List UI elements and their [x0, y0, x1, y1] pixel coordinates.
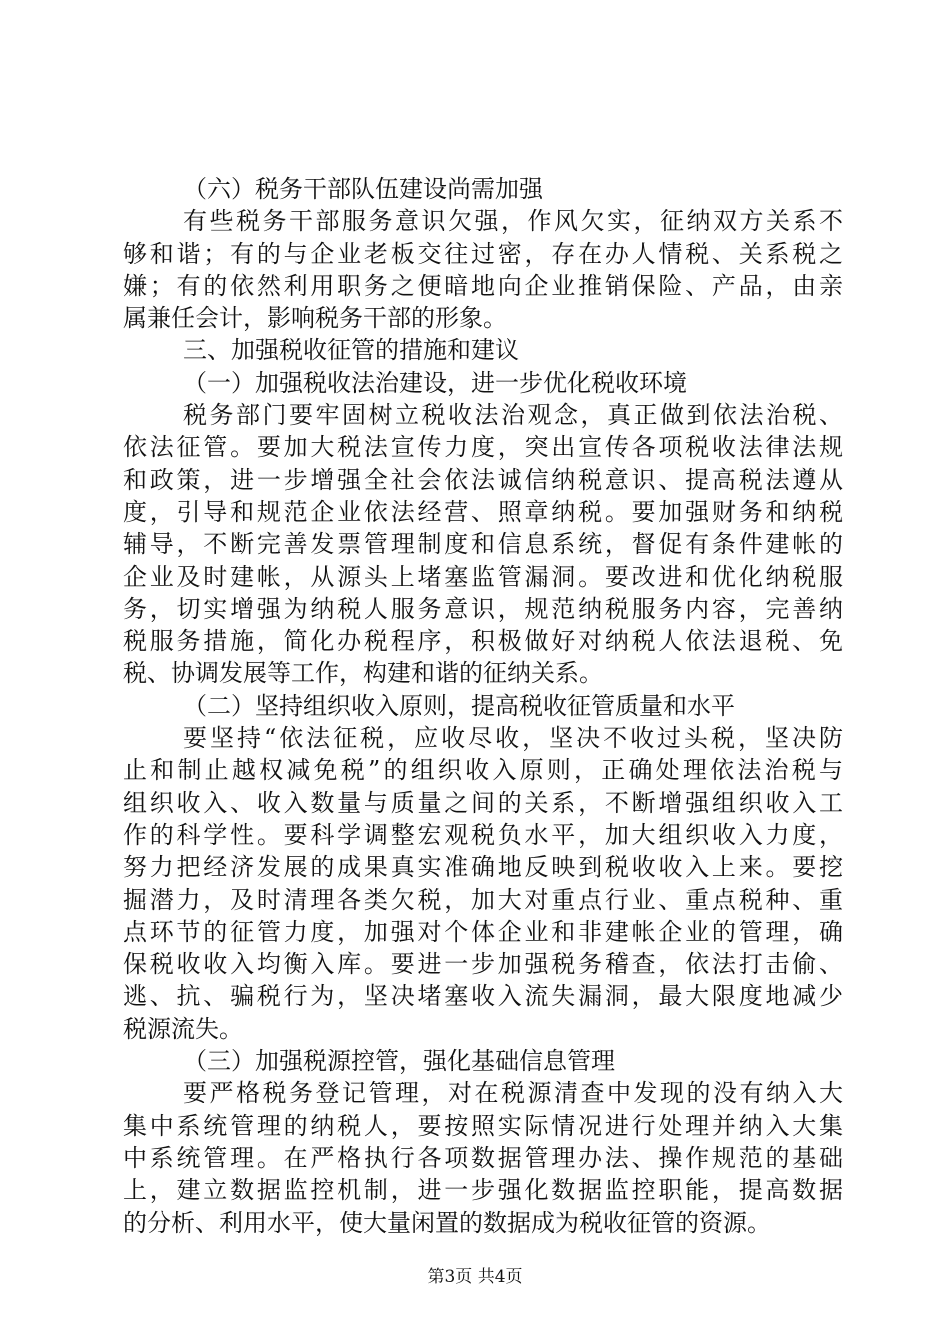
text-line: 税源流失。 [123, 1014, 243, 1043]
text-line: 点环节的征管力度，加强对个体企业和非建帐企业的管理，确 [123, 917, 843, 946]
text-line: 三、加强税收征管的措施和建议 [183, 336, 519, 365]
text-line: 中系统管理。在严格执行各项数据管理办法、操作规范的基础 [123, 1143, 843, 1172]
text-line: （六）税务干部队伍建设尚需加强 [183, 175, 543, 203]
text-line: 度，引导和规范企业依法经营、照章纳税。要加强财务和纳税 [123, 497, 843, 526]
text-line: 要坚持“依法征税，应收尽收，坚决不收过头税，坚决防 [183, 724, 843, 753]
text-line: 务，切实增强为纳税人服务意识，规范纳税服务内容，完善纳 [123, 594, 843, 623]
text-line: 够和谐；有的与企业老板交往过密，存在办人情税、关系税之 [123, 239, 843, 268]
text-line: 有些税务干部服务意识欠强，作风欠实，征纳双方关系不 [183, 207, 843, 236]
text-line: 属兼任会计，影响税务干部的形象。 [123, 304, 507, 333]
page-number-label: 第3页 共4页 [427, 1267, 523, 1287]
text-line: 企业及时建帐，从源头上堵塞监管漏洞。要改进和优化纳税服 [123, 562, 843, 591]
text-line: （三）加强税源控管，强化基础信息管理 [183, 1047, 615, 1076]
page-footer [0, 1267, 950, 1287]
text-line: 逃、抗、骗税行为，坚决堵塞收入流失漏洞，最大限度地减少 [123, 982, 843, 1011]
text-line: 要严格税务登记管理，对在税源清查中发现的没有纳入大 [183, 1079, 843, 1108]
text-line: （一）加强税收法治建设，进一步优化税收环境 [183, 368, 687, 397]
text-line: （二）坚持组织收入原则，提高税收征管质量和水平 [183, 691, 735, 720]
text-line: 上，建立数据监控机制，进一步强化数据监控职能，提高数据 [123, 1176, 843, 1205]
text-line: 和政策，进一步增强全社会依法诚信纳税意识、提高税法遵从 [123, 465, 843, 494]
text-line: 止和制止越权减免税”的组织收入原则，正确处理依法治税与 [123, 756, 843, 785]
text-line: 集中系统管理的纳税人，要按照实际情况进行处理并纳入大集 [123, 1111, 843, 1140]
document-body [123, 173, 843, 1239]
text-line: 税务部门要牢固树立税收法治观念，真正做到依法治税、 [183, 401, 843, 430]
text-line: 的分析、利用水平，使大量闲置的数据成为税收征管的资源。 [123, 1208, 771, 1237]
text-line: 努力把经济发展的成果真实准确地反映到税收收入上来。要挖 [123, 853, 843, 882]
text-line: 保税收收入均衡入库。要进一步加强税务稽查，依法打击偷、 [123, 950, 843, 979]
text-line: 作的科学性。要科学调整宏观税负水平，加大组织收入力度， [123, 820, 843, 849]
text-line: 税、协调发展等工作，构建和谐的征纳关系。 [123, 659, 603, 688]
text-line: 依法征管。要加大税法宣传力度，突出宣传各项税收法律法规 [123, 433, 843, 462]
text-line: 嫌；有的依然利用职务之便暗地向企业推销保险、产品，由亲 [123, 271, 843, 300]
text-line: 辅导，不断完善发票管理制度和信息系统，督促有条件建帐的 [123, 530, 843, 559]
text-line: 组织收入、收入数量与质量之间的关系，不断增强组织收入工 [123, 788, 843, 817]
text-line: 税服务措施，简化办税程序，积极做好对纳税人依法退税、免 [123, 627, 843, 656]
text-line: 掘潜力，及时清理各类欠税，加大对重点行业、重点税种、重 [123, 885, 843, 914]
